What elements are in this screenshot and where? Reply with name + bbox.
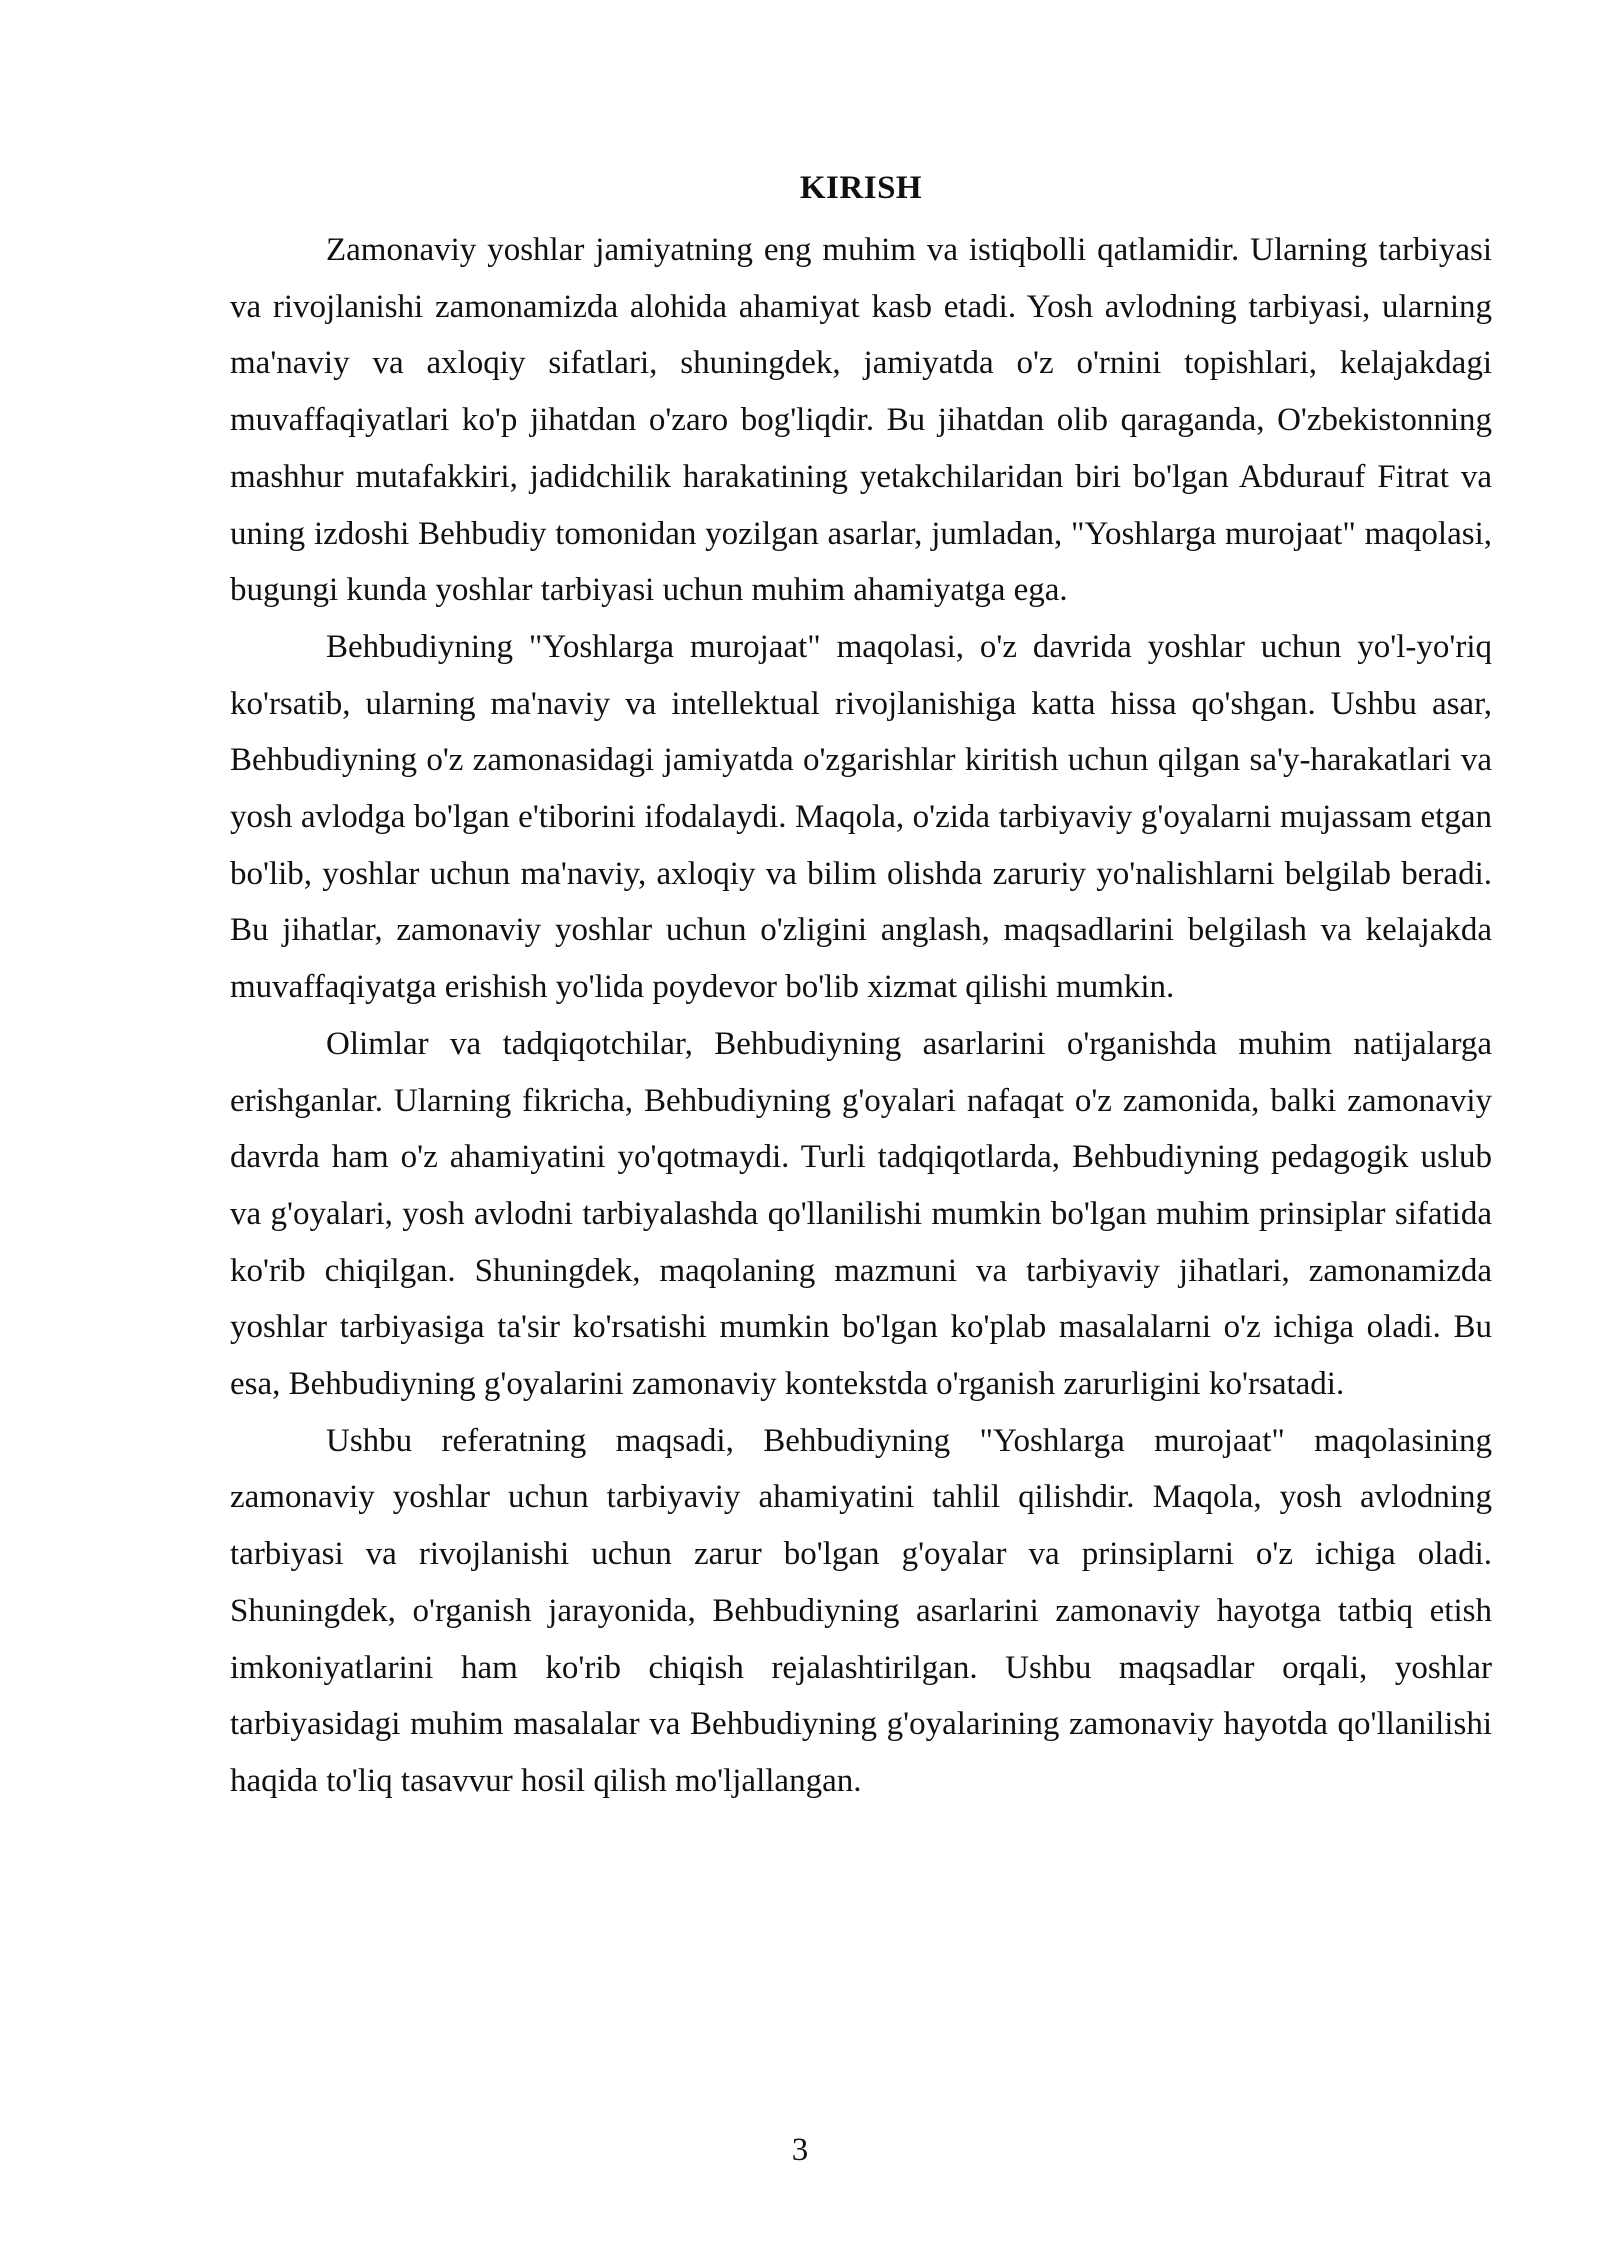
- paragraph-3: Olimlar va tadqiqotchilar, Behbudiyning asarlarini o'rganishda muhim natijalarga erishganlar. Ularning fikricha, Behbudiyning g'oyalari nafaqat o'z zamonida, balki zamonaviy davrda ham o'z ahamiyatini yo'qotmaydi. Turli tadqiqotlarda, Behbudiyning pedagogik uslub va g'oyalari, yosh avlodni tarbiyalashda qo'llanilishi mumkin bo'lgan muhim prinsiplar sifatida ko'rib chiqilgan. Shuningdek, maqolaning mazmuni va tarbiyaviy jihatlari, zamonamizda yoshlar tarbiyasiga ta'sir ko'rsatishi mumkin bo'lgan ko'plab masalalarni o'z ichiga oladi. Bu esa, Behbudiyning g'oyalarini zamonaviy kontekstda o'rganish zarurligini ko'rsatadi.: [230, 1025, 1492, 1403]
- page-number: 3: [791, 2132, 809, 2168]
- paragraph-1: Zamonaviy yoshlar jamiyatning eng muhim va istiqbolli qatlamidir. Ularning tarbiyasi va rivojlanishi zamonamizda alohida ahamiyat kasb etadi. Yosh avlodning tarbiyasi, ularning ma'naviy va axloqiy sifatlari, shuningdek, jamiyatda o'z o'rnini topishlari, kelajakdagi muvaffaqiyatlari ko'p jihatdan o'zaro bog'liqdir. Bu jihatdan olib qaraganda, O'zbekistonning mashhur mutafakkiri, jadidchilik harakatining yetakchilaridan biri bo'lgan Abdurauf Fitrat va uning izdoshi Behbudiy tomonidan yozilgan asarlar, jumladan, "Yoshlarga murojaat" maqolasi, bugungi kunda yoshlar tarbiyasi uchun muhim ahamiyatga ega.: [230, 232, 1492, 609]
- paragraph-4: Ushbu referatning maqsadi, Behbudiyning "Yoshlarga murojaat" maqolasining zamonaviy yoshlar uchun tarbiyaviy ahamiyatini tahlil qilishdir. Maqola, yosh avlodning tarbiyasi va rivojlanishi uchun zarur bo'lgan g'oyalar va prinsiplarni o'z ichiga oladi. Shuningdek, o'rganish jarayonida, Behbudiyning asarlarini zamonaviy hayotga tatbiq etish imkoniyatlarini ham ko'rib chiqish rejalashtirilgan. Ushbu maqsadlar orqali, yoshlar tarbiyasidagi muhim masalalar va Behbudiyning g'oyalarining zamonaviy hayotda qo'llanilishi haqida to'liq tasavvur hosil qilish mo'ljallangan.: [230, 1422, 1492, 1799]
- paragraph-2: Behbudiyning "Yoshlarga murojaat" maqolasi, o'z davrida yoshlar uchun yo'l-yo'riq ko'rsatib, ularning ma'naviy va intellektual rivojlanishiga katta hissa qo'shgan. Ushbu asar, Behbudiyning o'z zamonasidagi jamiyatda o'zgarishlar kiritish uchun qilgan sa'y-harakatlari va yosh avlodga bo'lgan e'tiborini ifodalaydi. Maqola, o'zida tarbiyaviy g'oyalarni mujassam etgan bo'lib, yoshlar uchun ma'naviy, axloqiy va bilim olishda zaruriy yo'nalishlarni belgilab beradi. Bu jihatlar, zamonaviy yoshlar uchun o'zligini anglash, maqsadlarini belgilash va kelajakda muvaffaqiyatga erishish yo'lida poydevor bo'lib xizmat qilishi mumkin.: [230, 628, 1492, 1006]
- document-page: [230, 160, 1492, 1810]
- page-title: KIRISH: [799, 170, 923, 206]
